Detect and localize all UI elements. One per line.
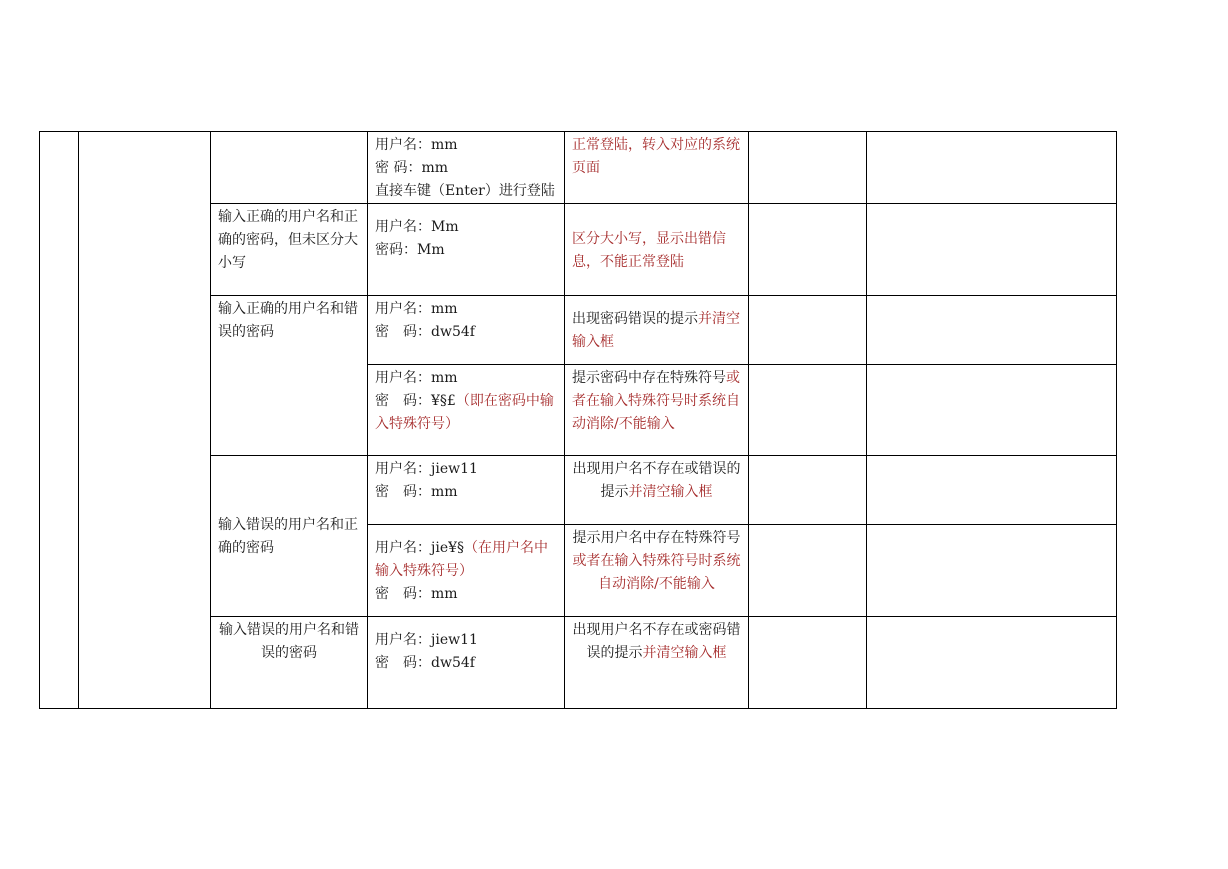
input-cell (368, 204, 565, 296)
case-cell: 输入正确的用户名和错误的密码 (211, 296, 368, 456)
input-line: 密码：Mm (375, 242, 445, 258)
input-cell (368, 617, 565, 709)
input-cell (368, 132, 565, 204)
input-cell (368, 365, 565, 456)
input-line: 用户名：mm (375, 370, 458, 386)
expected-cell (565, 296, 749, 365)
input-line: 直接车键（Enter）进行登陆 (375, 183, 555, 199)
expected-cell (565, 456, 749, 525)
expected-cell (565, 617, 749, 709)
input-line: 用户名：mm (375, 301, 458, 317)
expected-cell (565, 204, 749, 296)
input-line: 用户名：Mm (375, 219, 459, 235)
case-cell: 输入错误的用户名和错误的密码 (211, 617, 368, 709)
col-index-cell (40, 132, 79, 709)
remark-cell (867, 132, 1117, 204)
remark-cell (867, 617, 1117, 709)
case-cell: 输入错误的用户名和正确的密码 (211, 456, 368, 617)
remark-cell (867, 456, 1117, 525)
input-cell (368, 296, 565, 365)
remark-cell (867, 204, 1117, 296)
result-cell (749, 617, 867, 709)
expected-text-highlight: 并清空输入框 (572, 311, 740, 350)
input-note: （即在密码中输入特殊符号） (375, 393, 554, 432)
expected-text-highlight: 或者在输入特殊符号时系统自动消除/不能输入 (572, 370, 740, 432)
expected-text-highlight: 并清空输入框 (628, 484, 713, 500)
input-line: 用户名：jie¥§ (375, 540, 465, 556)
table-row (40, 132, 1117, 204)
expected-text-highlight: 并清空输入框 (642, 645, 727, 661)
expected-cell (565, 132, 749, 204)
expected-text-highlight: 或者在输入特殊符号时系统自动消除/不能输入 (572, 553, 741, 592)
input-line: 密 码：mm (375, 586, 458, 602)
expected-cell (565, 365, 749, 456)
result-cell (749, 365, 867, 456)
test-case-table (39, 131, 1117, 709)
input-cell (368, 456, 565, 525)
remark-cell (867, 296, 1117, 365)
input-line: 密 码：mm (375, 160, 449, 176)
input-cell (368, 525, 565, 617)
expected-text: 出现密码错误的提示 (572, 311, 698, 327)
input-line: 用户名：mm (375, 137, 458, 153)
input-line: 密 码：mm (375, 484, 458, 500)
input-line: 密 码：dw54f (375, 655, 475, 671)
input-line: 密 码：dw54f (375, 324, 475, 340)
result-cell (749, 296, 867, 365)
input-line: 用户名：jiew11 (375, 461, 478, 477)
input-line: 用户名：jiew11 (375, 632, 478, 648)
expected-text: 正常登陆，转入对应的系统页面 (572, 137, 740, 176)
expected-text: 出现用户名不存在或密码错误的提示 (572, 622, 741, 661)
expected-text: 出现用户名不存在或错误的提示 (572, 461, 741, 500)
result-cell (749, 132, 867, 204)
expected-text: 提示密码中存在特殊符号 (572, 370, 726, 386)
result-cell (749, 525, 867, 617)
case-cell (211, 132, 368, 204)
result-cell (749, 456, 867, 525)
expected-cell (565, 525, 749, 617)
case-cell: 输入正确的用户名和正确的密码，但未区分大小写 (211, 204, 368, 296)
expected-text: 提示用户名中存在特殊符号 (572, 530, 741, 546)
expected-text: 区分大小写，显示出错信息，不能正常登陆 (572, 230, 726, 270)
result-cell (749, 204, 867, 296)
remark-cell (867, 525, 1117, 617)
input-note: （在用户名中输入特殊符号） (375, 540, 549, 579)
col-module-cell (79, 132, 211, 709)
input-line: 密 码：¥§£ (375, 393, 456, 409)
remark-cell (867, 365, 1117, 456)
